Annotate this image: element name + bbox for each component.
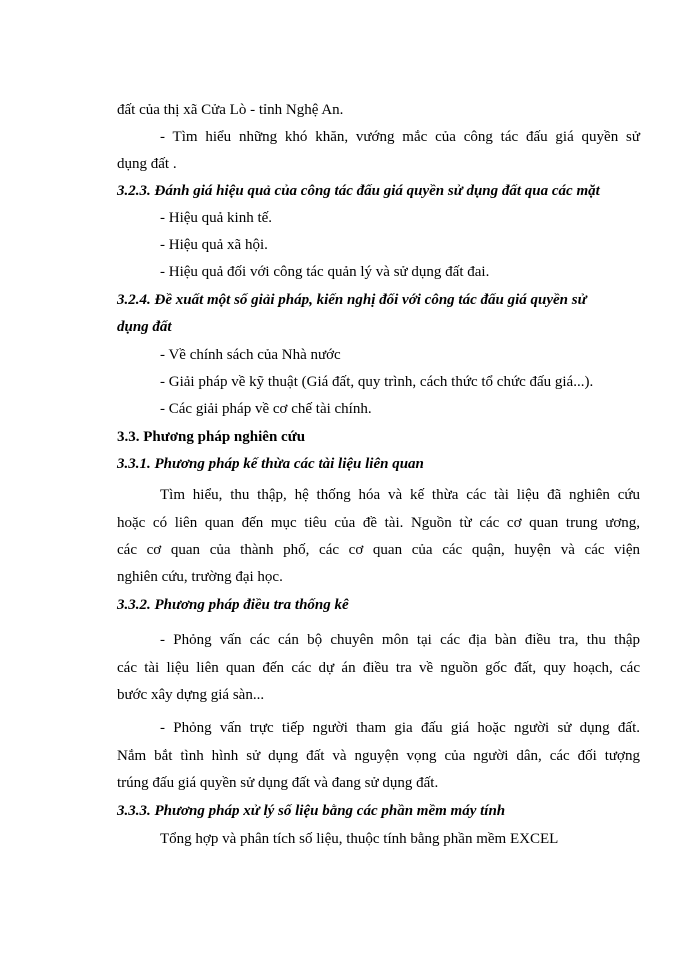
bullet-item: - Hiệu quả kinh tế. <box>160 210 273 226</box>
paragraph-line: các tài liệu liên quan đến các dự án điều tra về nguồn gốc đất, quy hoạch, các <box>117 660 640 676</box>
section-heading-3-3-3: 3.3.3. Phương pháp xử lý số liệu bằng các phần mềm máy tính <box>117 803 506 819</box>
section-heading-3-3-2: 3.3.2. Phương pháp điều tra thống kê <box>117 597 349 613</box>
bullet-item: - Tìm hiểu những khó khăn, vướng mắc của công tác đấu giá quyền sử <box>160 129 640 145</box>
paragraph-line: bước xây dựng giá sàn... <box>117 687 265 703</box>
paragraph-line: Tìm hiểu, thu thập, hệ thống hóa và kế thừa các tài liệu đã nghiên cứu <box>160 487 640 503</box>
section-heading-3-2-4: 3.2.4. Đề xuất một số giải pháp, kiến nghị đối với công tác đấu giá quyền sử <box>117 292 587 308</box>
section-heading-3-2-4-cont: dụng đất <box>117 319 172 335</box>
paragraph-line: nghiên cứu, trường đại học. <box>117 569 283 585</box>
bullet-item: - Hiệu quả xã hội. <box>160 237 268 253</box>
paragraph-line: Nắm bắt tình hình sử dụng đất và nguyện vọng của người dân, các đối tượng <box>117 748 640 764</box>
paragraph-line: hoặc có liên quan đến mục tiêu của đề tài. Nguồn từ các cơ quan trung ương, <box>117 515 640 531</box>
paragraph-line: trúng đấu giá quyền sử dụng đất và đang sử dụng đất. <box>117 775 439 791</box>
section-heading-3-3-1: 3.3.1. Phương pháp kế thừa các tài liệu liên quan <box>117 456 424 472</box>
text-line: dụng đất . <box>117 156 177 172</box>
paragraph-line: các cơ quan của thành phố, các cơ quan của các quận, huyện và các viện <box>117 542 640 558</box>
text-line: đất của thị xã Cửa Lò - tỉnh Nghệ An. <box>117 102 344 118</box>
bullet-item: - Hiệu quả đối với công tác quản lý và sử dụng đất đai. <box>160 264 490 280</box>
section-heading-3-3: 3.3. Phương pháp nghiên cứu <box>117 429 306 445</box>
bullet-item: - Về chính sách của Nhà nước <box>160 347 341 363</box>
bullet-item: - Giải pháp về kỹ thuật (Giá đất, quy trình, cách thức tổ chức đấu giá...). <box>160 374 594 390</box>
bullet-item: - Các giải pháp về cơ chế tài chính. <box>160 401 372 417</box>
paragraph-line: Tổng hợp và phân tích số liệu, thuộc tính bằng phần mềm EXCEL <box>160 831 559 847</box>
section-heading-3-2-3: 3.2.3. Đánh giá hiệu quả của công tác đấu giá quyền sử dụng đất qua các mặt <box>117 183 600 199</box>
paragraph-line: - Phỏng vấn trực tiếp người tham gia đấu giá hoặc người sử dụng đất. <box>160 720 640 736</box>
paragraph-line: - Phỏng vấn các cán bộ chuyên môn tại các địa bàn điều tra, thu thập <box>160 632 640 648</box>
